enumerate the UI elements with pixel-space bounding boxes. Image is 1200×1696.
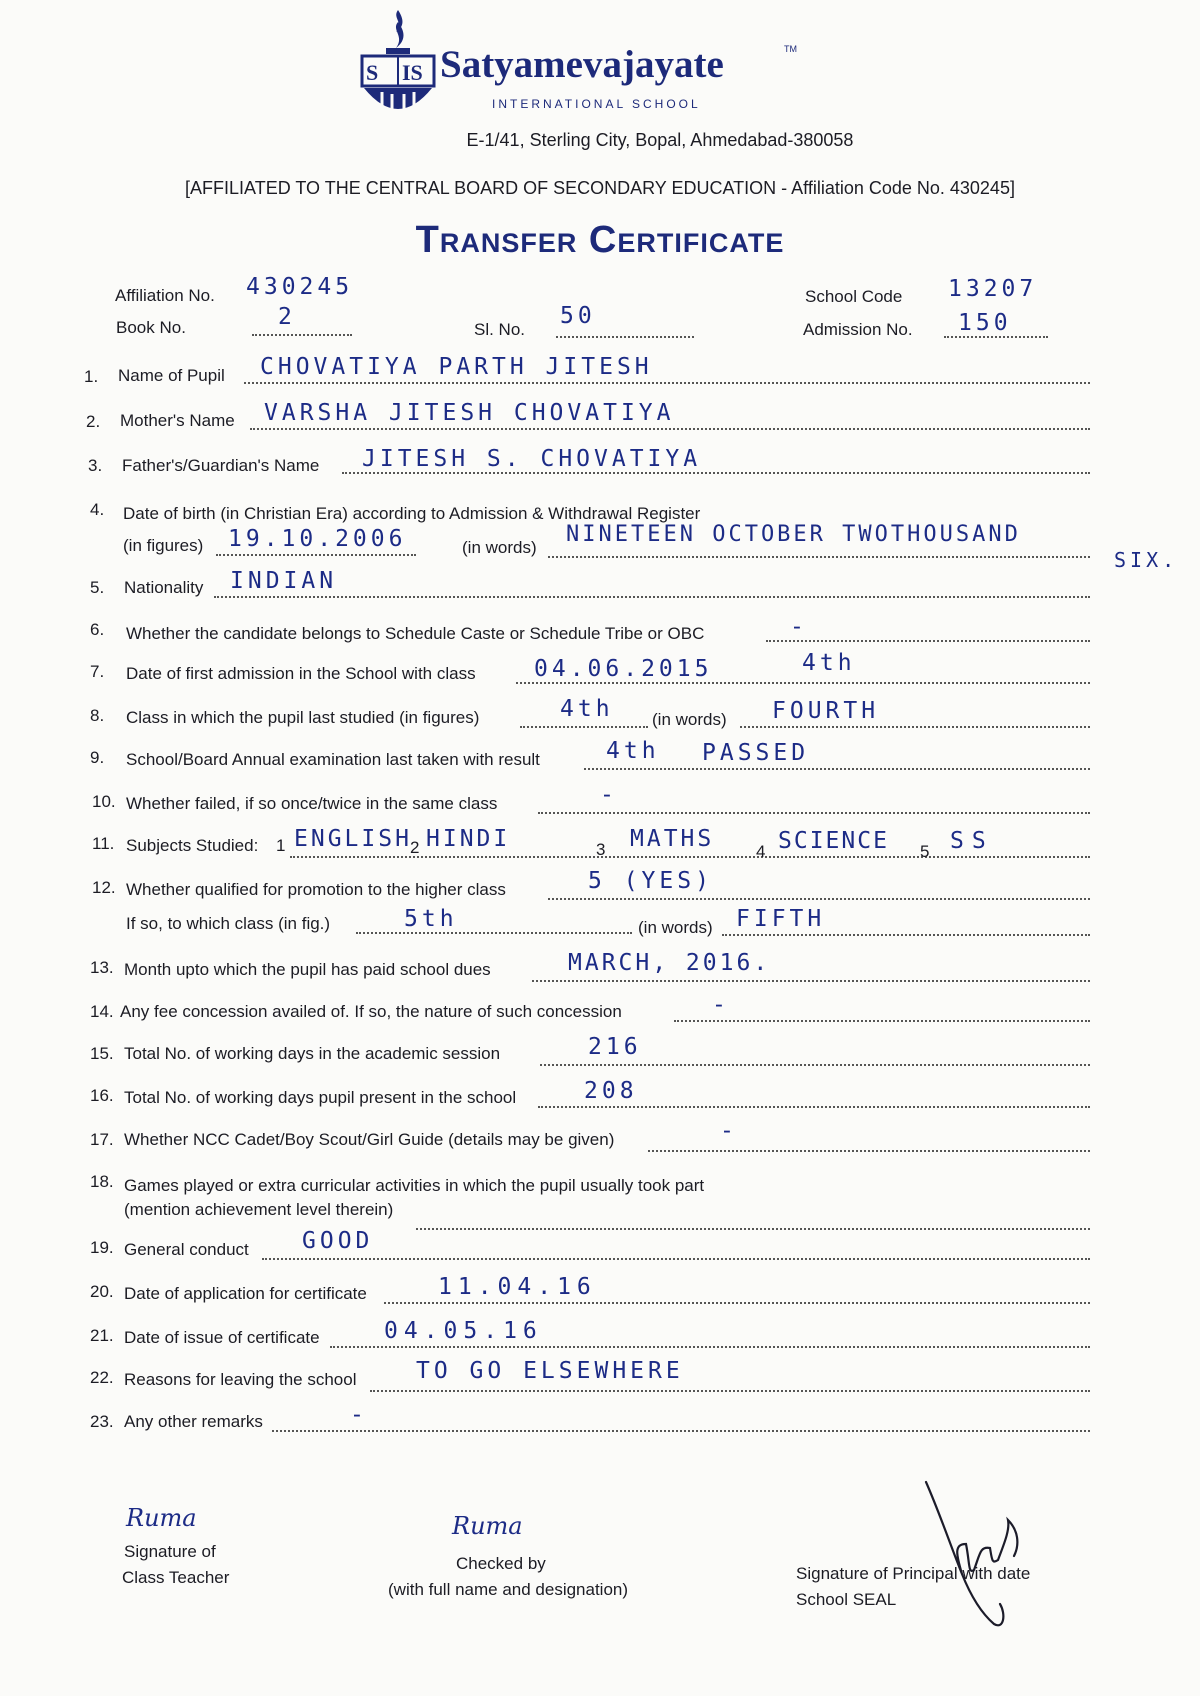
pupil-name-label: Name of Pupil [118, 366, 225, 385]
item-number: 6. [90, 620, 105, 639]
last-class-label: Class in which the pupil last studied (in figures) [126, 708, 480, 727]
days-present-label: Total No. of working days pupil present in the school [124, 1088, 517, 1107]
subject-1-name: ENGLISH [294, 826, 412, 852]
first-admission-label: Date of first admission in the School with class [126, 664, 476, 683]
item-number: 11. [92, 834, 115, 853]
leaving-reason-label: Reasons for leaving the school [124, 1370, 357, 1389]
dob-words-value: NINETEEN OCTOBER TWOTHOUSAND [566, 522, 1021, 547]
school-logo-emblem [358, 8, 438, 126]
item-number: 14. [90, 1002, 114, 1021]
trademark-mark: TM [784, 44, 797, 54]
sl-no-value: 50 [560, 303, 596, 329]
nationality-label: Nationality [124, 578, 204, 597]
promotion-value: 5 (YES) [588, 868, 713, 894]
item-number: 16. [90, 1086, 114, 1105]
checked-by-sub-label: (with full name and designation) [388, 1580, 629, 1599]
school-code-label: School Code [805, 287, 903, 306]
affiliation-no-value: 430245 [246, 274, 354, 300]
fee-concession-value: - [712, 992, 730, 1018]
school-address: E-1/41, Sterling City, Bopal, Ahmedabad-380058 [466, 130, 854, 150]
admission-no-value: 150 [958, 310, 1012, 336]
promotion-class-figures: 5th [404, 906, 458, 932]
dob-words-label: (in words) [462, 538, 537, 557]
first-admission-class: 4th [802, 650, 856, 676]
caste-value: - [790, 614, 808, 640]
school-code-value: 13207 [948, 276, 1038, 302]
dob-words-value-continued: SIX. [1114, 548, 1179, 572]
activities-label-2: (mention achievement level therein) [124, 1200, 394, 1219]
item-number: 2. [86, 412, 101, 431]
item-number: 7. [90, 662, 105, 681]
subject-4-name: SCIENCE [778, 828, 889, 854]
item-number: 20. [90, 1282, 114, 1301]
item-number: 18. [90, 1172, 114, 1191]
item-number: 3. [88, 456, 103, 475]
first-admission-date: 04.06.2015 [534, 656, 713, 682]
sl-no-label: Sl. No. [474, 320, 526, 339]
remarks-label: Any other remarks [124, 1412, 263, 1431]
item-number: 13. [90, 958, 114, 977]
subject-2-number: 2 [410, 838, 420, 857]
subject-2-name: HINDI [426, 826, 511, 852]
dob-label: Date of birth (in Christian Era) according to Admission & Withdrawal Register [123, 504, 701, 523]
activities-label: Games played or extra curricular activities in which the pupil usually took part [124, 1176, 705, 1195]
dob-figures-value: 19.10.2006 [228, 526, 407, 552]
book-no-value: 2 [278, 304, 296, 330]
last-exam-class: 4th [606, 738, 660, 764]
certificate-title: Transfer Certificate [415, 219, 785, 261]
svg-text:IS: IS [402, 60, 423, 85]
item-number: 5. [90, 578, 105, 597]
remarks-value: - [350, 1402, 368, 1428]
fee-concession-label: Any fee concession availed of. If so, the nature of such concession [120, 1002, 622, 1021]
dues-value: MARCH, 2016. [568, 950, 771, 976]
principal-sign-label: Signature of Principal with date [796, 1564, 1031, 1583]
subject-4-number: 4 [756, 842, 766, 861]
logo-letters: S [366, 60, 379, 85]
last-class-figures: 4th [560, 696, 614, 722]
ncc-value: - [720, 1118, 738, 1144]
nationality-value: INDIAN [230, 568, 338, 594]
caste-label: Whether the candidate belongs to Schedule Caste or Schedule Tribe or OBC [126, 624, 705, 643]
school-subtitle: INTERNATIONAL SCHOOL [492, 97, 701, 111]
issue-date-label: Date of issue of certificate [124, 1328, 320, 1347]
checked-by-signature: Ruma [452, 1512, 523, 1540]
pupil-name-value: CHOVATIYA PARTH JITESH [260, 354, 653, 380]
affiliation-no-label: Affiliation No. [115, 286, 215, 305]
affiliation-line: [AFFILIATED TO THE CENTRAL BOARD OF SECONDARY EDUCATION - Affiliation Code No. 430245] [185, 178, 1015, 198]
item-number: 19. [90, 1238, 114, 1257]
promotion-label: Whether qualified for promotion to the higher class [126, 880, 506, 899]
failed-label: Whether failed, if so once/twice in the same class [126, 794, 498, 813]
dues-label: Month upto which the pupil has paid school dues [124, 960, 491, 979]
item-number: 8. [90, 706, 105, 725]
item-number: 23. [90, 1412, 114, 1431]
school-seal-label: School SEAL [796, 1590, 897, 1609]
application-date-value: 11.04.16 [438, 1274, 597, 1300]
failed-value: - [600, 782, 618, 808]
promotion-words-label: (in words) [638, 918, 713, 937]
leaving-reason-value: TO GO ELSEWHERE [416, 1358, 684, 1384]
father-name-label: Father's/Guardian's Name [122, 456, 320, 475]
subject-3-name: MATHS [630, 826, 715, 852]
ncc-label: Whether NCC Cadet/Boy Scout/Girl Guide (details may be given) [124, 1130, 615, 1149]
teacher-sign-label-1: Signature of [124, 1542, 216, 1561]
book-no-label: Book No. [116, 318, 186, 337]
last-exam-result: PASSED [702, 740, 810, 766]
item-number: 12. [92, 878, 116, 897]
last-class-words-label: (in words) [652, 710, 727, 729]
application-date-label: Date of application for certificate [124, 1284, 367, 1303]
admission-no-label: Admission No. [803, 320, 913, 339]
item-number: 1. [84, 367, 99, 386]
school-name: Satyamevajayate [440, 43, 724, 86]
item-number: 17. [90, 1130, 114, 1149]
item-number: 10. [92, 792, 116, 811]
teacher-sign-label-2: Class Teacher [122, 1568, 230, 1587]
father-name-value: JITESH S. CHOVATIYA [362, 446, 702, 472]
days-present-value: 208 [584, 1078, 638, 1104]
item-number: 21. [90, 1326, 114, 1345]
conduct-label: General conduct [124, 1240, 249, 1259]
mother-name-value: VARSHA JITESH CHOVATIYA [264, 400, 675, 426]
working-days-label: Total No. of working days in the academic session [124, 1044, 501, 1063]
issue-date-value: 04.05.16 [384, 1318, 543, 1344]
item-number: 9. [90, 748, 105, 767]
class-teacher-signature: Ruma [126, 1504, 197, 1532]
checked-by-label: Checked by [456, 1554, 546, 1573]
last-class-words-value: FOURTH [772, 698, 880, 724]
subjects-label: Subjects Studied: [126, 836, 259, 855]
subject-5-number: 5 [920, 842, 930, 861]
item-number: 22. [90, 1368, 114, 1387]
subject-1-number: 1 [276, 836, 286, 855]
subject-5-name: SS [950, 828, 994, 854]
conduct-value: GOOD [302, 1228, 374, 1254]
dob-figures-label: (in figures) [123, 536, 204, 555]
item-number: 4. [90, 500, 105, 519]
promotion-class-label: If so, to which class (in fig.) [126, 914, 331, 933]
working-days-value: 216 [588, 1034, 642, 1060]
item-number: 15. [90, 1044, 114, 1063]
mother-name-label: Mother's Name [120, 411, 235, 430]
subject-3-number: 3 [596, 840, 606, 859]
promotion-words-value: FIFTH [736, 906, 826, 932]
last-exam-label: School/Board Annual examination last taken with result [126, 750, 540, 769]
principal-signature [900, 1474, 1060, 1634]
